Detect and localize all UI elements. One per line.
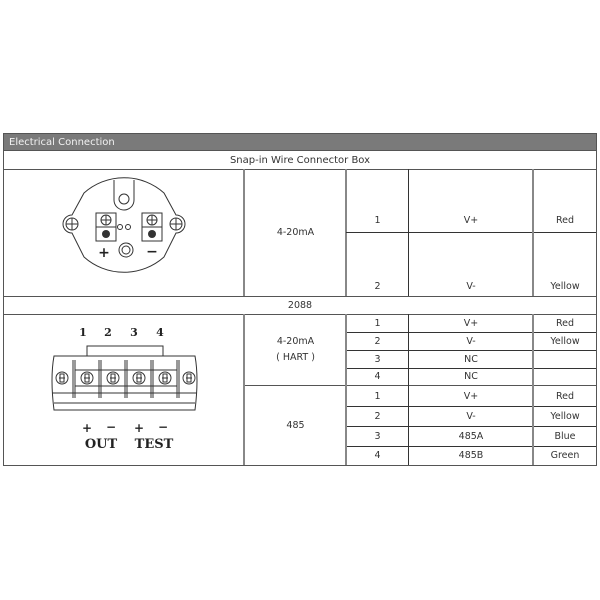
rs485-function-1: V+: [463, 390, 479, 402]
electrical-connection-table: [3, 133, 597, 466]
snapin-title: Snap-in Wire Connector Box: [229, 154, 371, 166]
snapin-pin-1: 1: [374, 215, 381, 226]
snapin-signal: 4-20mA: [276, 227, 315, 238]
snapin-connector-icon: [54, 175, 194, 290]
rs485-pin-3: 3: [374, 430, 381, 442]
rs485-pin-1: 1: [374, 390, 381, 402]
hart-function-3: NC: [464, 353, 478, 365]
snapin-color-1: Red: [555, 215, 575, 226]
rs485-color-4: Green: [550, 450, 580, 461]
rs485-color-3: Blue: [554, 430, 576, 442]
terminal-block-diagram: [4, 315, 244, 465]
model-2088-title: 2088: [287, 299, 313, 311]
snapin-color-2: Yellow: [550, 281, 580, 292]
hart-signal: [245, 314, 346, 385]
svg-text:1: 1: [78, 325, 87, 339]
hart-signal-line2: ( HART ): [276, 351, 315, 363]
rs485-function-2: V-: [466, 410, 476, 422]
snapin-diagram: [4, 169, 244, 296]
hart-function-2: V-: [466, 335, 476, 347]
snapin-pin-2: 2: [374, 281, 381, 292]
hart-signal-line1: 4-20mA: [276, 335, 315, 347]
svg-text:−: −: [105, 419, 116, 434]
hart-pin-4: 4: [374, 371, 381, 382]
hart-pin-3: 3: [374, 353, 381, 365]
svg-text:TEST: TEST: [134, 436, 173, 452]
svg-text:+: +: [98, 245, 110, 261]
rs485-color-2: Yellow: [550, 410, 580, 422]
svg-text:−: −: [146, 244, 158, 260]
hart-pin-2: 2: [374, 335, 381, 347]
hart-function-1: V+: [463, 317, 479, 329]
snapin-function-1: V+: [463, 215, 479, 226]
svg-text:4: 4: [155, 325, 164, 339]
hart-color-3: [534, 350, 596, 368]
hart-color-1: Red: [555, 317, 575, 329]
hart-pin-1: 1: [374, 317, 381, 329]
hart-function-4: NC: [464, 371, 478, 382]
svg-text:−: −: [157, 419, 168, 434]
snapin-function-2: V-: [466, 281, 476, 292]
rs485-function-3: 485A: [458, 430, 484, 442]
svg-text:3: 3: [129, 325, 138, 339]
rs485-function-4: 485B: [458, 450, 484, 461]
hart-color-4: [534, 368, 596, 385]
svg-text:+: +: [81, 420, 92, 435]
hart-color-2: Yellow: [550, 335, 580, 347]
rs485-pin-4: 4: [374, 450, 381, 461]
terminal-block-icon: [37, 318, 212, 463]
rs485-signal: 485: [286, 420, 305, 431]
rs485-pin-2: 2: [374, 410, 381, 422]
section-header: Electrical Connection: [4, 134, 596, 151]
svg-text:2: 2: [103, 325, 112, 339]
svg-text:+: +: [133, 420, 144, 435]
svg-text:OUT: OUT: [84, 436, 117, 452]
rs485-color-1: Red: [555, 390, 575, 402]
